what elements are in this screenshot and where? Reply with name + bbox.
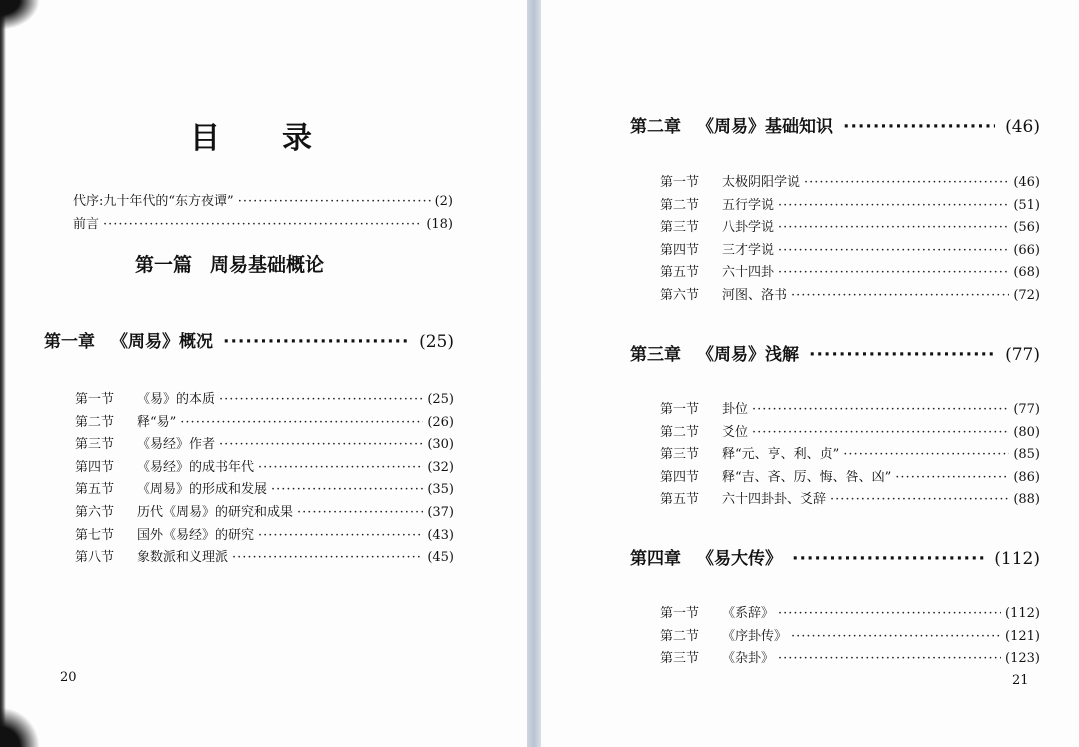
leader-dots	[271, 482, 423, 497]
section-title: 释“易”	[137, 414, 177, 430]
toc-section-entry[interactable]	[75, 433, 454, 452]
leader-dots	[752, 425, 1009, 440]
page-corner-shadow	[0, 0, 40, 30]
section-page: (112)	[1005, 606, 1040, 621]
section-number: 第三节	[75, 437, 115, 453]
section-number: 第二节	[75, 414, 115, 430]
section-number: 第七节	[75, 527, 115, 543]
section-number: 第五节	[75, 482, 115, 498]
leader-dots	[778, 220, 1009, 235]
leader-dots	[258, 460, 423, 475]
leader-dots	[895, 470, 1009, 485]
leader-dots	[778, 651, 1001, 666]
leader-dots	[103, 217, 422, 232]
toc-section-entry[interactable]	[660, 216, 1040, 235]
leader-dots	[223, 332, 409, 352]
section-page: (77)	[1013, 402, 1040, 417]
section-page: (37)	[427, 505, 454, 520]
chapter-heading[interactable]: 第三章 《周易》浅解 ····· (77)	[630, 340, 1040, 365]
section-number: 第一节	[660, 175, 700, 190]
section-title: 释“吉、吝、厉、悔、咎、凶”	[722, 469, 892, 485]
section-number: 第二节	[660, 197, 700, 213]
section-page: (51)	[1013, 197, 1040, 213]
page-number: 21	[1012, 673, 1029, 688]
section-title: 卦位	[722, 402, 749, 417]
page-number: 20	[60, 670, 77, 685]
leader-dots	[843, 447, 1009, 462]
leader-dots	[804, 175, 1009, 190]
toc-section-entry[interactable]	[660, 625, 1040, 644]
section-number: 第一节	[660, 402, 700, 417]
toc-section-entry[interactable]	[660, 443, 1040, 462]
chapter-heading[interactable]: 第二章 《周易》基础知识 ····· (46)	[630, 112, 1040, 137]
section-page: (30)	[427, 437, 454, 453]
section-title: 三才学说	[722, 242, 775, 258]
section-number: 第四节	[660, 469, 700, 485]
toc-section-entry[interactable]	[660, 239, 1040, 258]
section-page: (25)	[427, 392, 454, 407]
toc-section-entry[interactable]	[660, 398, 1040, 417]
section-number: 第三节	[660, 447, 700, 463]
page-gutter	[527, 0, 541, 747]
section-page: (80)	[1013, 424, 1040, 440]
section-number: 第四节	[75, 459, 115, 475]
toc-section-entry[interactable]	[660, 488, 1040, 507]
section-page: (56)	[1013, 220, 1040, 236]
toc-section-entry[interactable]	[75, 456, 454, 475]
toc-section-entry[interactable]	[660, 284, 1040, 303]
section-title: 释“元、亨、利、贞”	[722, 447, 840, 463]
toc-section-entry[interactable]	[75, 388, 454, 407]
toc-section-entry[interactable]	[660, 261, 1040, 280]
toc-section-entry[interactable]	[660, 602, 1040, 621]
right-page	[541, 0, 1079, 747]
toc-section-entry[interactable]	[660, 171, 1040, 190]
section-title: 《杂卦》	[722, 651, 775, 667]
section-title: 河图、洛书	[722, 288, 788, 303]
section-title: 历代《周易》的研究和成果	[137, 505, 294, 520]
toc-entry-foreword[interactable]: 前言 ····· (18)	[73, 213, 453, 232]
section-page: (35)	[427, 482, 454, 498]
section-page: (121)	[1005, 628, 1040, 644]
section-title: 爻位	[722, 424, 749, 440]
leader-dots	[238, 194, 431, 209]
section-page: (123)	[1005, 651, 1040, 667]
leader-dots	[778, 265, 1009, 280]
section-title: 《系辞》	[722, 606, 775, 621]
section-number: 第二节	[660, 424, 700, 440]
toc-section-entry[interactable]	[75, 501, 454, 520]
chapter-heading[interactable]: 第四章 《易大传》 ····· (112)	[630, 544, 1040, 569]
section-number: 第八节	[75, 550, 115, 566]
section-title: 国外《易经》的研究	[137, 527, 255, 543]
leader-dots	[219, 437, 423, 452]
section-title: 六十四卦卦、爻辞	[722, 492, 827, 508]
leader-dots	[778, 243, 1009, 258]
section-page: (43)	[427, 527, 454, 543]
leader-dots	[752, 402, 1009, 417]
toc-section-entry[interactable]	[660, 194, 1040, 213]
leader-dots	[778, 606, 1001, 621]
leader-dots	[830, 492, 1009, 507]
left-page	[0, 0, 527, 747]
section-page: (72)	[1013, 288, 1040, 303]
section-page: (32)	[427, 459, 454, 475]
leader-dots	[258, 528, 423, 543]
section-number: 第三节	[660, 220, 700, 236]
leader-dots	[778, 198, 1009, 213]
section-title: 《易》的本质	[137, 392, 216, 407]
section-number: 第一节	[660, 606, 700, 621]
section-title: 八卦学说	[722, 220, 775, 236]
page-corner-shadow	[0, 707, 40, 747]
section-title: 《易经》的成书年代	[137, 459, 255, 475]
section-page: (85)	[1013, 447, 1040, 463]
leader-dots	[232, 550, 423, 565]
leader-dots	[180, 415, 423, 430]
leader-dots	[843, 117, 995, 137]
section-page: (26)	[427, 414, 454, 430]
section-number: 第六节	[660, 288, 700, 303]
section-number: 第三节	[660, 651, 700, 667]
toc-section-entry[interactable]	[660, 421, 1040, 440]
section-page: (86)	[1013, 469, 1040, 485]
section-number: 第六节	[75, 505, 115, 520]
chapter-heading[interactable]: 第一章 《周易》概况 ····· (25)	[44, 327, 454, 352]
section-number: 第五节	[660, 265, 700, 281]
section-title: 五行学说	[722, 197, 775, 213]
section-page: (66)	[1013, 242, 1040, 258]
leader-dots	[297, 505, 423, 520]
toc-section-entry[interactable]	[75, 546, 454, 565]
toc-section-entry[interactable]	[75, 524, 454, 543]
section-page: (68)	[1013, 265, 1040, 281]
section-page: (88)	[1013, 492, 1040, 508]
toc-entry-preface[interactable]: 代序:九十年代的“东方夜谭” ····· (2)	[73, 190, 453, 209]
section-title: 太极阴阳学说	[722, 175, 801, 190]
section-title: 象数派和义理派	[137, 550, 229, 566]
section-number: 第一节	[75, 392, 115, 407]
section-title: 《周易》的形成和发展	[137, 482, 268, 498]
section-number: 第二节	[660, 628, 700, 644]
section-title: 《易经》作者	[137, 437, 216, 453]
leader-dots	[791, 629, 1001, 644]
toc-section-entry[interactable]	[660, 647, 1040, 666]
leader-dots	[791, 288, 1009, 303]
section-title: 《序卦传》	[722, 628, 788, 644]
toc-section-entry[interactable]	[75, 478, 454, 497]
leader-dots	[219, 392, 423, 407]
section-number: 第五节	[660, 492, 700, 508]
section-page: (45)	[427, 550, 454, 566]
section-number: 第四节	[660, 242, 700, 258]
part-heading: 第一篇 周易基础概论	[135, 254, 325, 276]
section-title: 六十四卦	[722, 265, 775, 281]
toc-title: 目 录	[190, 121, 314, 156]
leader-dots	[792, 549, 984, 569]
page-edge-shadow	[0, 0, 6, 747]
leader-dots	[809, 345, 995, 365]
section-page: (46)	[1013, 175, 1040, 190]
toc-section-entry[interactable]	[75, 411, 454, 430]
toc-section-entry[interactable]	[660, 466, 1040, 485]
